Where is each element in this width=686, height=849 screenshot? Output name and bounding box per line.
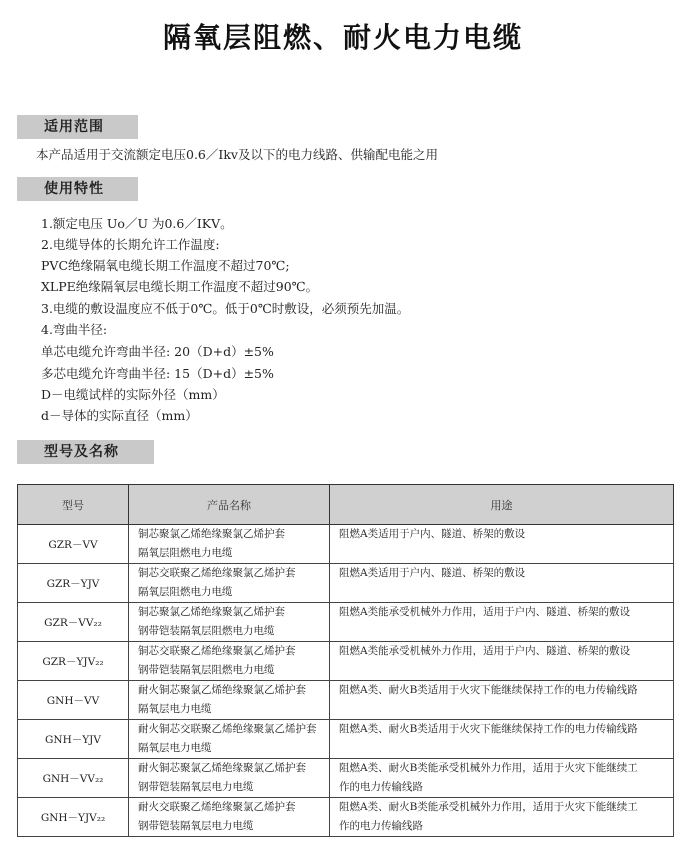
usage-cell <box>330 603 674 642</box>
feature-line: 2.电缆导体的长期允许工作温度: <box>41 237 220 252</box>
name-line: 铜芯聚氯乙烯绝缘聚氯乙烯护套 <box>138 528 285 540</box>
model-cell: GZR－VV <box>18 525 129 564</box>
usage-line: 阻燃A类能承受机械外力作用，适用于户内、隧道、桥架的敷设 <box>339 606 631 618</box>
section-heading-features: 使用特性 <box>17 177 138 201</box>
name-line: 隔氧层电力电缆 <box>138 742 212 754</box>
usage-cell <box>330 564 674 603</box>
name-cell <box>129 525 330 564</box>
usage-cell <box>330 681 674 720</box>
model-cell: GNH－VV₂₂ <box>18 759 129 798</box>
name-line: 钢带铠装隔氧层阻燃电力电缆 <box>138 664 275 676</box>
model-cell: GNH－YJV <box>18 720 129 759</box>
table-row <box>18 564 674 603</box>
name-line: 铜芯交联聚乙烯绝缘聚氯乙烯护套 <box>138 645 296 657</box>
table-row <box>18 681 674 720</box>
column-header-name: 产品名称 <box>129 485 330 525</box>
usage-line: 作的电力传输线路 <box>339 820 423 832</box>
name-line: 耐火铜芯交联聚乙烯绝缘聚氯乙烯护套 <box>138 723 317 735</box>
table-row <box>18 525 674 564</box>
name-cell <box>129 603 330 642</box>
feature-line: PVC绝缘隔氧电缆长期工作温度不超过70℃; <box>41 258 290 273</box>
feature-line: 3.电缆的敷设温度应不低于0℃。低于0℃时敷设，必须预先加温。 <box>41 301 410 316</box>
model-cell: GZR－YJV₂₂ <box>18 642 129 681</box>
name-line: 铜芯交联聚乙烯绝缘聚氯乙烯护套 <box>138 567 296 579</box>
usage-cell <box>330 720 674 759</box>
usage-line: 阻燃A类、耐火B类能承受机械外力作用，适用于火灾下能继续工 <box>339 762 638 774</box>
feature-line: 4.弯曲半径: <box>41 322 108 337</box>
usage-cell <box>330 642 674 681</box>
name-cell <box>129 798 330 837</box>
feature-line: D－电缆试样的实际外径（mm） <box>41 387 225 402</box>
table-row <box>18 720 674 759</box>
name-cell <box>129 681 330 720</box>
feature-line: d－导体的实际直径（mm） <box>41 408 198 423</box>
table-row <box>18 759 674 798</box>
usage-line: 阻燃A类、耐火B类适用于火灾下能继续保持工作的电力传输线路 <box>339 723 638 735</box>
usage-line: 阻燃A类适用于户内、隧道、桥架的敷设 <box>339 567 526 579</box>
feature-line: 多芯电缆允许弯曲半径: 15（D+d）±5% <box>41 366 274 381</box>
feature-line: 1.额定电压 Uo／U 为0.6／IKV。 <box>41 216 233 231</box>
usage-line: 阻燃A类、耐火B类适用于火灾下能继续保持工作的电力传输线路 <box>339 684 638 696</box>
name-line: 铜芯聚氯乙烯绝缘聚氯乙烯护套 <box>138 606 285 618</box>
usage-line: 阻燃A类适用于户内、隧道、桥架的敷设 <box>339 528 526 540</box>
usage-line: 阻燃A类能承受机械外力作用，适用于户内、隧道、桥架的敷设 <box>339 645 631 657</box>
name-line: 钢带铠装隔氧层电力电缆 <box>138 781 254 793</box>
name-cell <box>129 759 330 798</box>
name-line: 钢带铠装隔氧层阻燃电力电缆 <box>138 625 275 637</box>
usage-cell <box>330 759 674 798</box>
table-header-row <box>18 485 674 525</box>
feature-line: XLPE绝缘隔氧层电缆长期工作温度不超过90℃。 <box>41 279 319 294</box>
name-line: 耐火铜芯聚氯乙烯绝缘聚氯乙烯护套 <box>138 762 306 774</box>
table-row <box>18 642 674 681</box>
name-cell <box>129 720 330 759</box>
feature-line: 单芯电缆允许弯曲半径: 20（D+d）±5% <box>41 344 274 359</box>
model-cell: GZR－YJV <box>18 564 129 603</box>
usage-line: 阻燃A类、耐火B类能承受机械外力作用，适用于火灾下能继续工 <box>339 801 638 813</box>
model-cell: GZR－VV₂₂ <box>18 603 129 642</box>
cable-model-table <box>17 484 674 837</box>
name-cell <box>129 564 330 603</box>
column-header-usage: 用途 <box>330 485 674 525</box>
name-line: 钢带铠装隔氧层电力电缆 <box>138 820 254 832</box>
name-line: 耐火铜芯聚氯乙烯绝缘聚氯乙烯护套 <box>138 684 306 696</box>
name-line: 耐火交联聚乙烯绝缘聚氯乙烯护套 <box>138 801 296 813</box>
name-cell <box>129 642 330 681</box>
column-header-model: 型号 <box>18 485 129 525</box>
model-cell: GNH－YJV₂₂ <box>18 798 129 837</box>
section-heading-models: 型号及名称 <box>17 440 154 464</box>
usage-cell <box>330 798 674 837</box>
name-line: 隔氧层阻燃电力电缆 <box>138 586 233 598</box>
name-line: 隔氧层阻燃电力电缆 <box>138 547 233 559</box>
table-row <box>18 603 674 642</box>
page-title: 隔氧层阻燃、耐火电力电缆 <box>162 21 523 54</box>
name-line: 隔氧层电力电缆 <box>138 703 212 715</box>
usage-line: 作的电力传输线路 <box>339 781 423 793</box>
usage-cell <box>330 525 674 564</box>
table-row <box>18 798 674 837</box>
section-heading-scope: 适用范围 <box>17 115 138 139</box>
scope-text: 本产品适用于交流额定电压0.6／Ikv及以下的电力线路、供输配电能之用 <box>36 147 438 162</box>
model-cell: GNH－VV <box>18 681 129 720</box>
